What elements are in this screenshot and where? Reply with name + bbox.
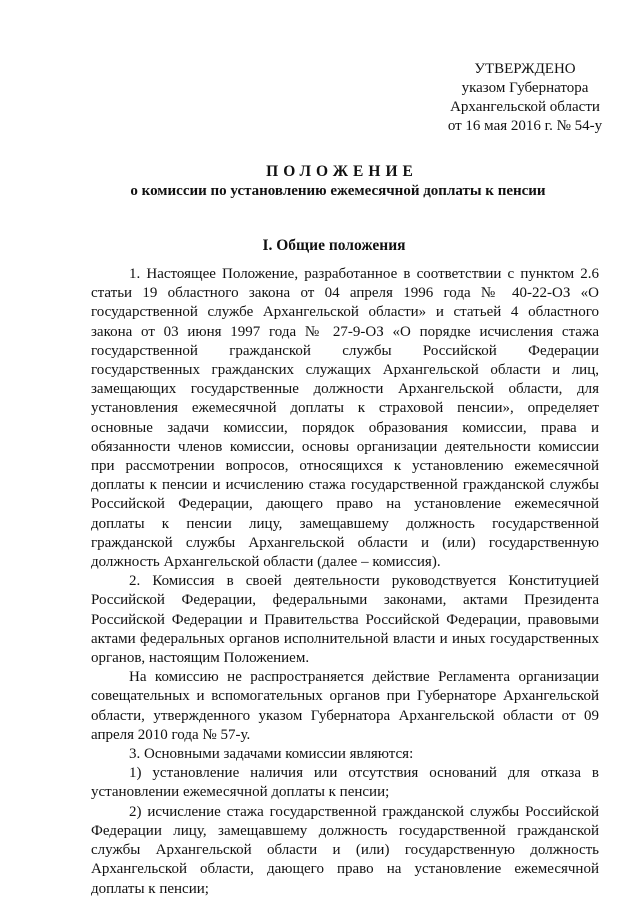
approval-stamp xyxy=(420,60,630,136)
approval-line-4: от 16 мая 2016 г. № 54-у xyxy=(447,118,603,134)
paragraph-3-item-1: 1) установление наличия или отсутствия оснований для отказа в установлении ежемесячной доплаты к пенсии; xyxy=(91,765,599,801)
approval-line-1: УТВЕРЖДЕНО xyxy=(474,61,576,77)
document-title: ПОЛОЖЕНИЕ xyxy=(266,163,418,180)
paragraph-3: 3. Основными задачами комиссии являются: xyxy=(129,746,414,763)
section-heading: I. Общие положения xyxy=(262,237,406,254)
document-body xyxy=(91,265,599,899)
paragraph-3-item-2: 2) исчисление стажа государственной гражданской службы Российской Федерации лицу, замещавшему должность государственной гражданской службы Архангельской области и (или) государственную должность Архангельской области, дающего право на установление ежемесячной доплаты к пенсии; xyxy=(91,803,599,897)
paragraph-2-note: На комиссию не распространяется действие Регламента организации совещательных и вспомогательных органов при Губернаторе Архангельской области, утвержденного указом Губернатора Архангельской области от 09 апреля 2010 года № 57-у. xyxy=(91,669,599,743)
approval-line-3: Архангельской области xyxy=(450,99,600,115)
approval-line-2: указом Губернатора xyxy=(461,80,589,96)
document-subtitle: о комиссии по установлению ежемесячной доплаты к пенсии xyxy=(130,183,546,199)
paragraph-1: 1. Настоящее Положение, разработанное в соответствии с пунктом 2.6 статьи 19 областного закона от 04 апреля 1996 года № 40-22-ОЗ «О государственной службе Архангельской области» и статьей 4 областного закона от 03 июня 1997 года № 27-9-ОЗ «О порядке исчисления стажа государственной гражданской службы Российской Федерации государственных гражданских служащих Архангельской области и лиц, замещающих государственные должности Архангельской области, для установления ежемесячной доплаты к страховой пенсии», определяет основные задачи комиссии, порядок образования комиссии, права и обязанности членов комиссии, основы организации деятельности комиссии при рассмотрении вопросов, относящихся к установлению ежемесячной доплаты к пенсии и исчислению стажа государственной гражданской службы Российской Федерации, дающего право на установление ежемесячной доплаты к пенсии лицу, замещавшему должность государственной гражданской службы Архангельской области и (или) государственную должность Архангельской области (далее – комиссия). xyxy=(91,266,599,571)
paragraph-2: 2. Комиссия в своей деятельности руководствуется Конституцией Российской Федерации, федеральными законами, актами Президента Российской Федерации и Правительства Российской Федерации, правовыми актами федеральных органов исполнительной власти и иных государственных органов, настоящим Положением. xyxy=(91,573,599,667)
